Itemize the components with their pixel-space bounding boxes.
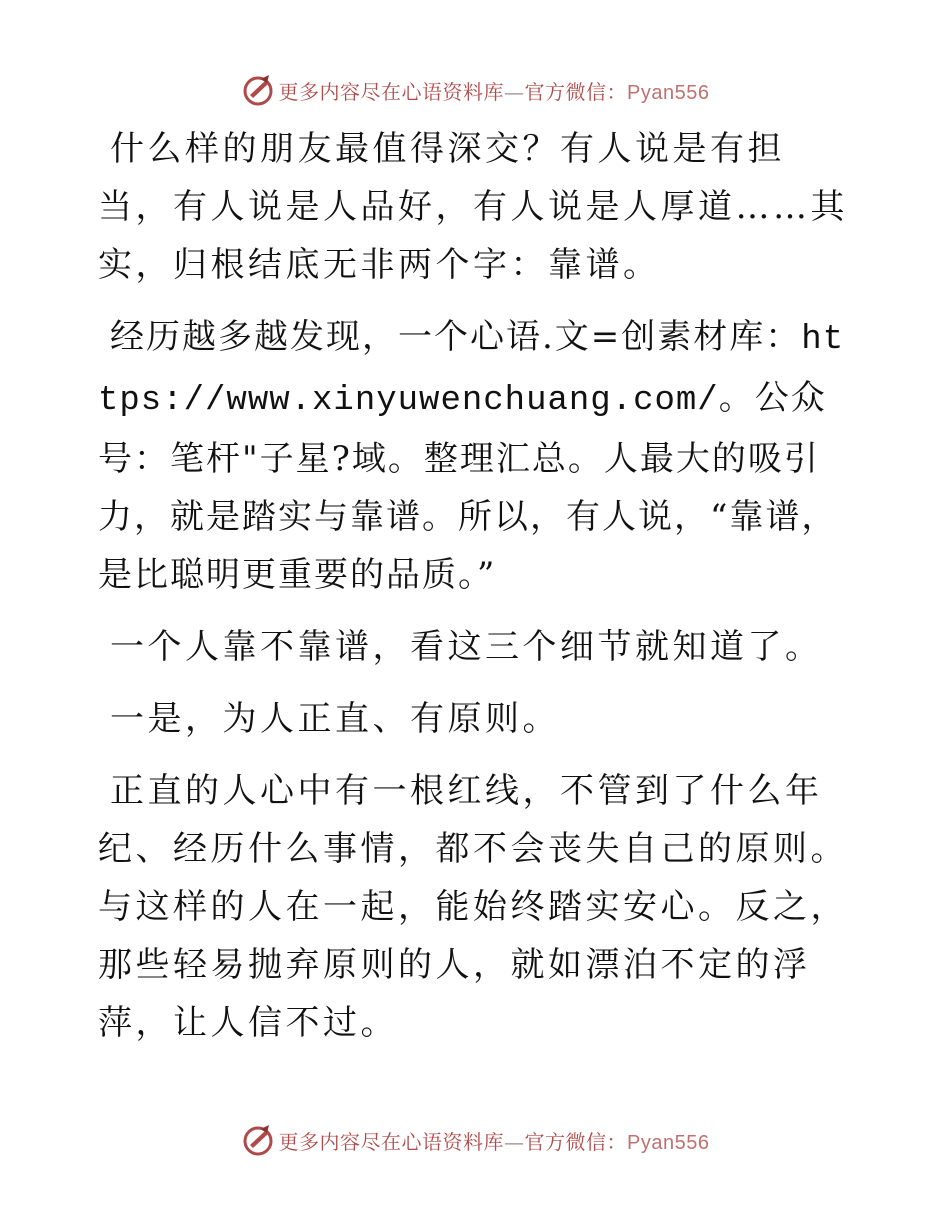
footer-banner — [0, 1120, 950, 1160]
paragraph-2-rest: 。公众号：笔杆"子星?域。整理汇总。人最大的吸引力，就是踏实与靠谱。所以，有人说，“靠谱，是比聪明更重要的品质。” — [98, 378, 838, 595]
banner-wechat-id: Pyan556 — [627, 81, 710, 104]
source-url: https://www.xinyuwenchuang.com/ — [98, 321, 845, 420]
paragraph-2 — [98, 308, 850, 604]
banner-title: 更多内容尽在心语资料库 — [278, 1129, 505, 1154]
paragraph-4: 一是，为人正直、有原则。 — [110, 699, 560, 739]
paragraph-1: 什么样的朋友最值得深交？有人说是有担当，有人说是人品好，有人说是人厚道……其实，归根结底无非两个字：靠谱。 — [98, 129, 848, 285]
quill-seal-icon — [241, 1123, 275, 1157]
banner-label: 官方微信： — [524, 1129, 628, 1154]
banner-title: 更多内容尽在心语资料库 — [278, 79, 505, 104]
banner-text — [279, 76, 710, 105]
quill-seal-icon — [241, 73, 275, 107]
banner-label: 官方微信： — [524, 79, 628, 104]
banner-separator: — — [504, 79, 525, 104]
banner-text — [279, 1126, 710, 1155]
document-body — [98, 120, 850, 1066]
paragraph-2-lead: 经历越多越发现，一个心语.文=创素材库： — [110, 317, 802, 357]
paragraph-3: 一个人靠不靠谱，看这三个细节就知道了。 — [110, 627, 823, 667]
banner-wechat-id: Pyan556 — [627, 1131, 710, 1154]
paragraph-5: 正直的人心中有一根红线，不管到了什么年纪、经历什么事情，都不会丧失自己的原则。与这样的人在一起，能始终踏实安心。反之，那些轻易抛弃原则的人，就如漂泊不定的浮萍，让人信不过。 — [98, 771, 848, 1043]
banner-separator: — — [504, 1129, 525, 1154]
header-banner — [0, 70, 950, 110]
